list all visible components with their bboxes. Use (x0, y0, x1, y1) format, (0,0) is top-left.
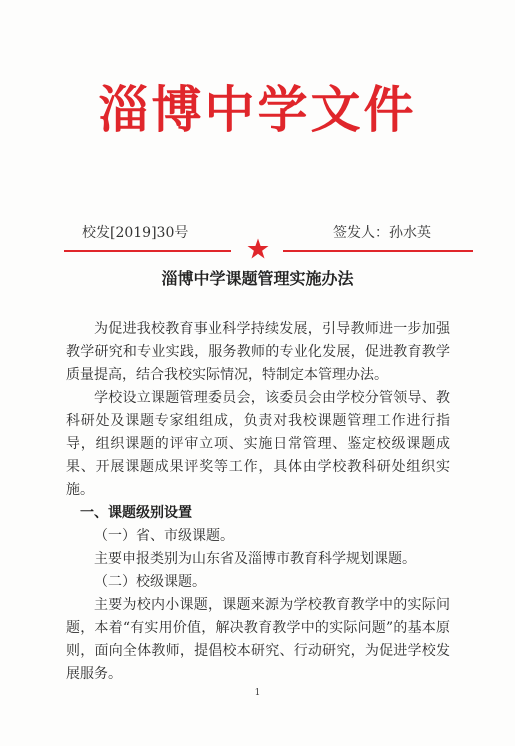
school-level-text: 主要为校内小课题，课题来源为学校教育教学中的实际问题，本着“有实用价值，解决教育教学中的实际问题”的基本原则，面向全体教师，提倡校本研究、行动研究，为促进学校发展服务。 (66, 597, 450, 682)
subsection-heading-school: （二）校级课题。 (94, 574, 206, 590)
intro-paragraph: 为促进我校教育事业科学持续发展，引导教师进一步加强教学研究和专业实践，服务教师的专业化发展，促进教育教学质量提高，结合我校实际情况，特制定本管理办法。 (66, 321, 450, 383)
masthead-title: 淄博中学文件 (98, 80, 417, 139)
red-rule-left (64, 250, 231, 252)
committee-paragraph: 学校设立课题管理委员会，该委员会由学校分管领导、教科研处及课题专家组组成，负责对我校课题管理工作进行指导，组织课题的评审立项、实施日常管理、鉴定校级课题成果、开展课题成果评奖等工作，具体由学校教科研处组织实施。 (66, 390, 450, 498)
document-body (66, 318, 450, 686)
subsection-heading-provincial: （一）省、市级课题。 (94, 528, 234, 544)
issuer-signature: 签发人：孙水英 (333, 225, 431, 241)
provincial-text: 主要申报类别为山东省及淄博市教育科学规划课题。 (94, 551, 416, 567)
document-number: 校发[2019]30号 (82, 225, 189, 241)
star-icon (246, 237, 270, 261)
page-number: 1 (254, 688, 261, 698)
document-title: 淄博中学课题管理实施办法 (161, 269, 354, 288)
section-heading-levels: 一、课题级别设置 (80, 505, 192, 521)
red-rule-right (283, 250, 473, 252)
